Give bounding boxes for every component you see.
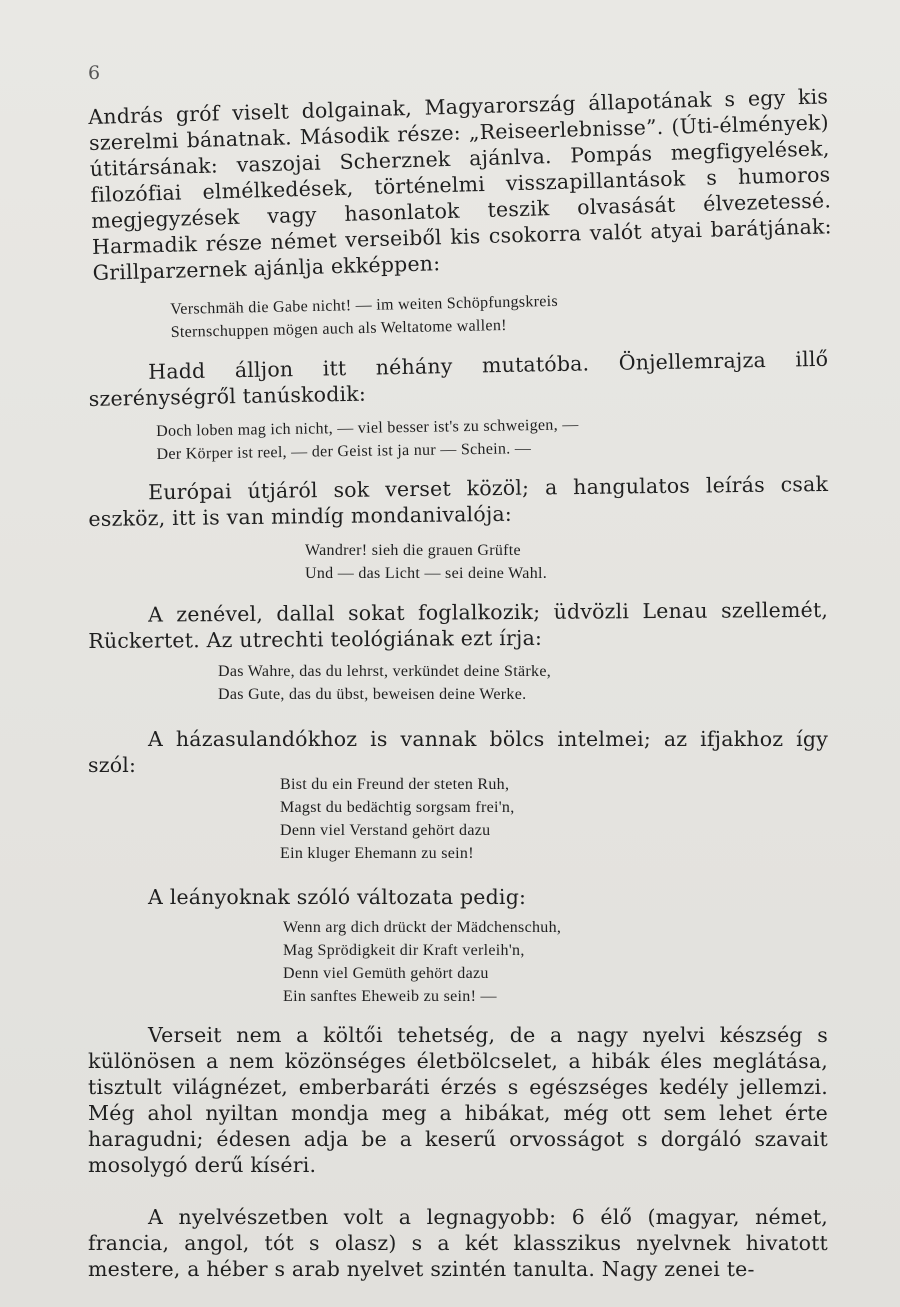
verse-quote-4: [218, 660, 551, 706]
verse-line: Verschmäh die Gabe nicht! — im weiten Schöpfungskreis: [170, 292, 559, 318]
verse-line: Mag Sprödigkeit dir Kraft verleih'n,: [283, 942, 525, 959]
verse-line: Doch loben mag ich nicht, — viel besser ist's zu schweigen, —: [156, 416, 579, 440]
paragraph: András gróf viselt dolgainak, Magyarország állapotának s egy kis szerelmi bánatnak. Második része: „Reiseerlebnisse”. (Úti-élmények) útitársának: vaszojai Scherznek ajánlva. Pompás megfigyelések, filozófiai elmélkedések, történelmi visszapillantások s humoros megjegyzések vagy hasonlatok teszik olvasását élvezetessé. Harmadik része német verseiből kis csokorra valót atyai barátjának: Grillparzernek ajánlja ekképpen:: [88, 84, 833, 285]
paragraph-6-block: [88, 884, 828, 910]
verse-quote-3: [305, 539, 547, 585]
paragraph-2-block: [88, 346, 829, 412]
verse-line: Das Gute, das du übst, beweisen deine Werke.: [218, 686, 527, 703]
verse-line: Ein sanftes Eheweib zu sein! —: [283, 988, 497, 1005]
paragraph-8-block: [88, 1204, 828, 1282]
paragraph: A zenével, dallal sokat foglalkozik; üdvözli Lenau szellemét, Rückertet. Az utrechti teológiának ezt írja:: [88, 597, 829, 653]
paragraph: Hadd álljon itt néhány mutatóba. Önjellemrajza illő szerénységről tanúskodik:: [88, 346, 829, 411]
verse-quote-1: [170, 290, 559, 344]
verse-line: Wandrer! sieh die grauen Grüfte: [305, 542, 521, 559]
verse-line: Das Wahre, das du lehrst, verkündet deine Stärke,: [218, 663, 552, 680]
page-number: 6: [88, 62, 101, 84]
verse-line: Und — das Licht — sei deine Wahl.: [305, 565, 548, 582]
verse-line: Magst du bedächtig sorgsam frei'n,: [280, 799, 515, 816]
paragraph: A házasulandókhoz is vannak bölcs intelmei; az ifjakhoz így szól:: [88, 727, 828, 777]
paragraph-1-block: [88, 83, 833, 286]
verse-line: Ein kluger Ehemann zu sein!: [280, 845, 474, 862]
paragraph: A nyelvészetben volt a legnagyobb: 6 élő (magyar, német, francia, angol, tót s olasz) s a két klasszikus nyelvnek hivatott mestere, a héber s arab nyelvet szintén tanulta. Nagy zenei te-: [88, 1205, 828, 1281]
paragraph: Európai útjáról sok verset közöl; a hangulatos leírás csak eszköz, itt is van mindíg mondanivalója:: [88, 471, 829, 531]
verse-line: Denn viel Gemüth gehört dazu: [283, 965, 489, 982]
paragraph-4-block: [88, 597, 828, 654]
verse-line: Bist du ein Freund der steten Ruh,: [280, 776, 510, 793]
paragraph: A leányoknak szóló változata pedig:: [148, 885, 527, 909]
paragraph-5-block: [88, 726, 828, 778]
paragraph-7-block: [88, 1022, 828, 1178]
verse-line: Wenn arg dich drückt der Mädchenschuh,: [283, 919, 562, 936]
verse-quote-2: [156, 413, 579, 466]
verse-line: Sternschuppen mögen auch als Weltatome wallen!: [170, 316, 507, 341]
verse-line: Der Körper ist reel, — der Geist ist ja nur — Schein. —: [156, 440, 532, 463]
verse-line: Denn viel Verstand gehört dazu: [280, 822, 491, 839]
verse-quote-6: [283, 916, 561, 1008]
paragraph: Verseit nem a költői tehetség, de a nagy nyelvi készség s különösen a nem közönséges életbölcselet, a hibák éles meglátása, tisztult világnézet, emberbaráti érzés s egészséges kedély jellemzi. Még ahol nyiltan mondja meg a hibákat, még ott sem lehet érte haragudni; édesen adja be a keserű orvosságot s dorgáló szavait mosolygó derű kíséri.: [88, 1023, 828, 1177]
paragraph-3-block: [88, 471, 829, 532]
verse-quote-5: [280, 773, 515, 865]
